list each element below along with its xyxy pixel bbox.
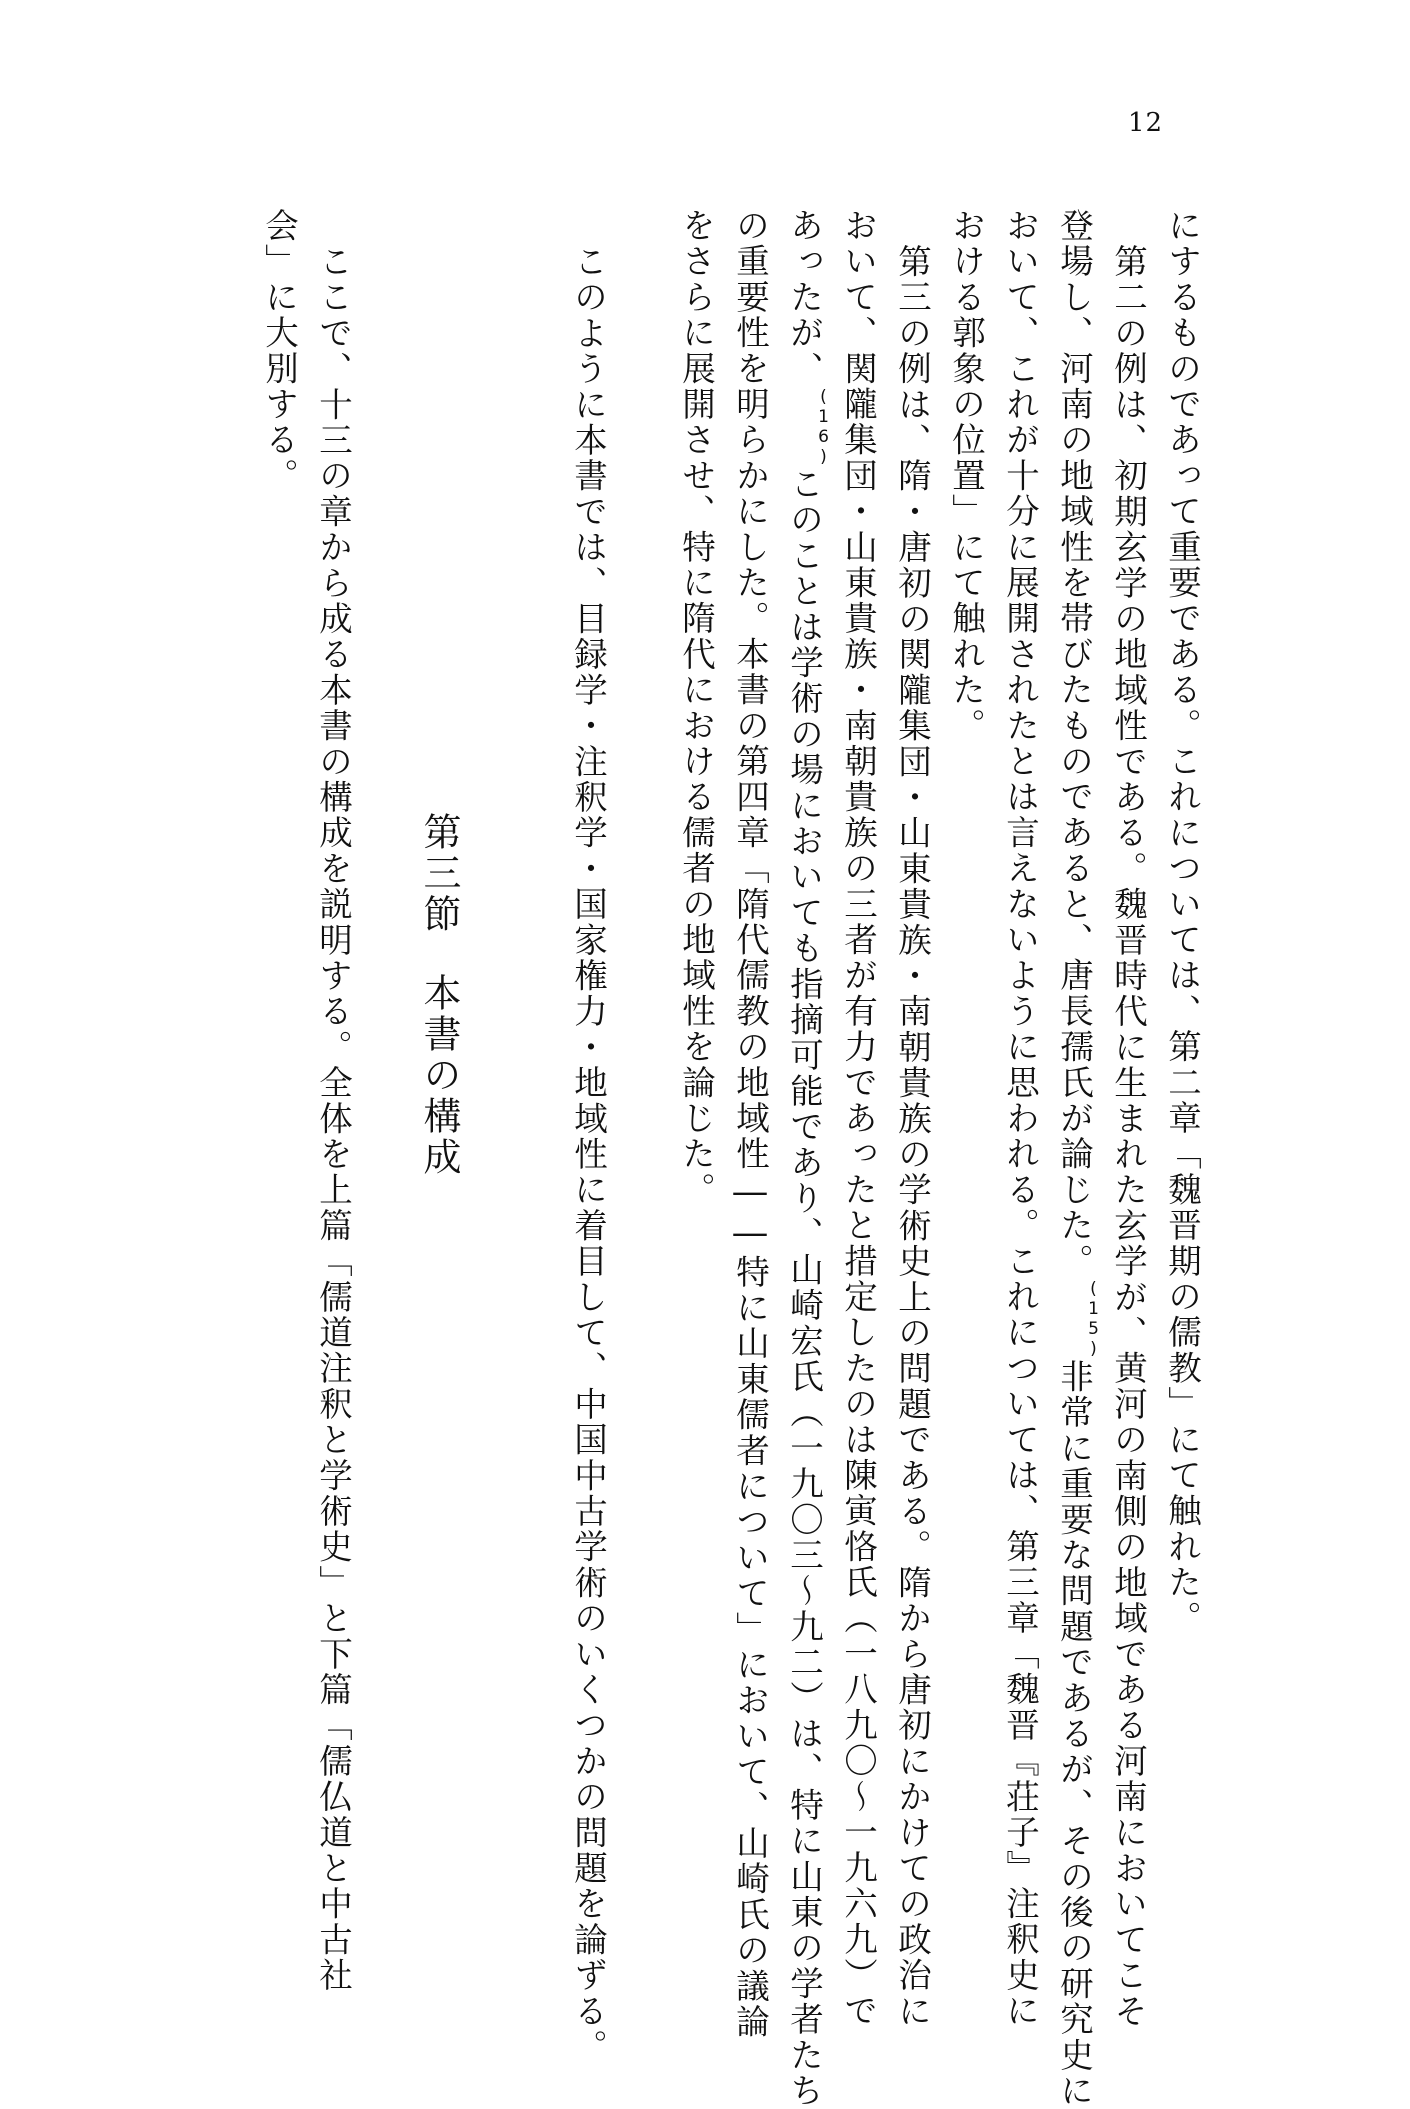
text-line-3 (1054, 208, 1104, 2109)
section-heading (417, 812, 461, 1178)
text-line-13: 会」に大別する。 (259, 208, 299, 494)
text-line-7: おいて、関隴集団・山東貴族・南朝貴族の三者が有力であったと措定したのは陳寅恪氏（一八九〇～一九六九）で (838, 208, 878, 2029)
footnote-marker-15[interactable]: (15) (1083, 1279, 1104, 1359)
section-number: 第三節 (417, 812, 461, 935)
text-line-8-part-2: このことは学術の場においても指摘可能であり、山崎宏氏（一九〇三～九二）は、特に山東の学者たち (784, 466, 824, 2109)
text-line-10: をさらに展開させ、特に隋代における儒者の地域性を論じた。 (676, 208, 716, 1208)
text-line-3-part-1: 登場し、河南の地域性を帯びたものであると、唐長孺氏が論じた。 (1054, 208, 1094, 1279)
text-line-4: おいて、これが十分に展開されたとは言えないように思われる。これについては、第三章「魏晋『荘子』注釈史に (1000, 208, 1040, 2029)
text-line-12: ここで、十三の章から成る本書の構成を説明する。全体を上篇「儒道注釈と学術史」と下篇「儒仏道と中古社 (313, 244, 353, 1994)
text-line-11: このように本書では、目録学・注釈学・国家権力・地域性に着目して、中国中古学術のいくつかの問題を論ずる。 (568, 244, 608, 2065)
text-line-8 (784, 208, 834, 2109)
text-line-9: の重要性を明らかにした。本書の第四章「隋代儒教の地域性――特に山東儒者について」において、山崎氏の議論 (730, 208, 770, 2040)
text-line-5: おける郭象の位置」にて触れた。 (946, 208, 986, 744)
page-number: 12 (1128, 108, 1164, 138)
text-line-2: 第二の例は、初期玄学の地域性である。魏晋時代に生まれた玄学が、黄河の南側の地域である河南においてこそ (1108, 244, 1148, 2029)
text-line-8-part-1: あったが、 (784, 208, 824, 387)
footnote-marker-16[interactable]: (16) (813, 386, 834, 467)
text-line-3-part-2: 非常に重要な問題であるが、その後の研究史に (1054, 1359, 1094, 2109)
text-line-1: にするものであって重要である。これについては、第二章「魏晋期の儒教」にて触れた。 (1162, 208, 1202, 1636)
text-line-6: 第三の例は、隋・唐初の関隴集団・山東貴族・南朝貴族の学術史上の問題である。隋から唐初にかけての政治に (892, 244, 932, 2029)
section-title: 本書の構成 (417, 973, 461, 1178)
